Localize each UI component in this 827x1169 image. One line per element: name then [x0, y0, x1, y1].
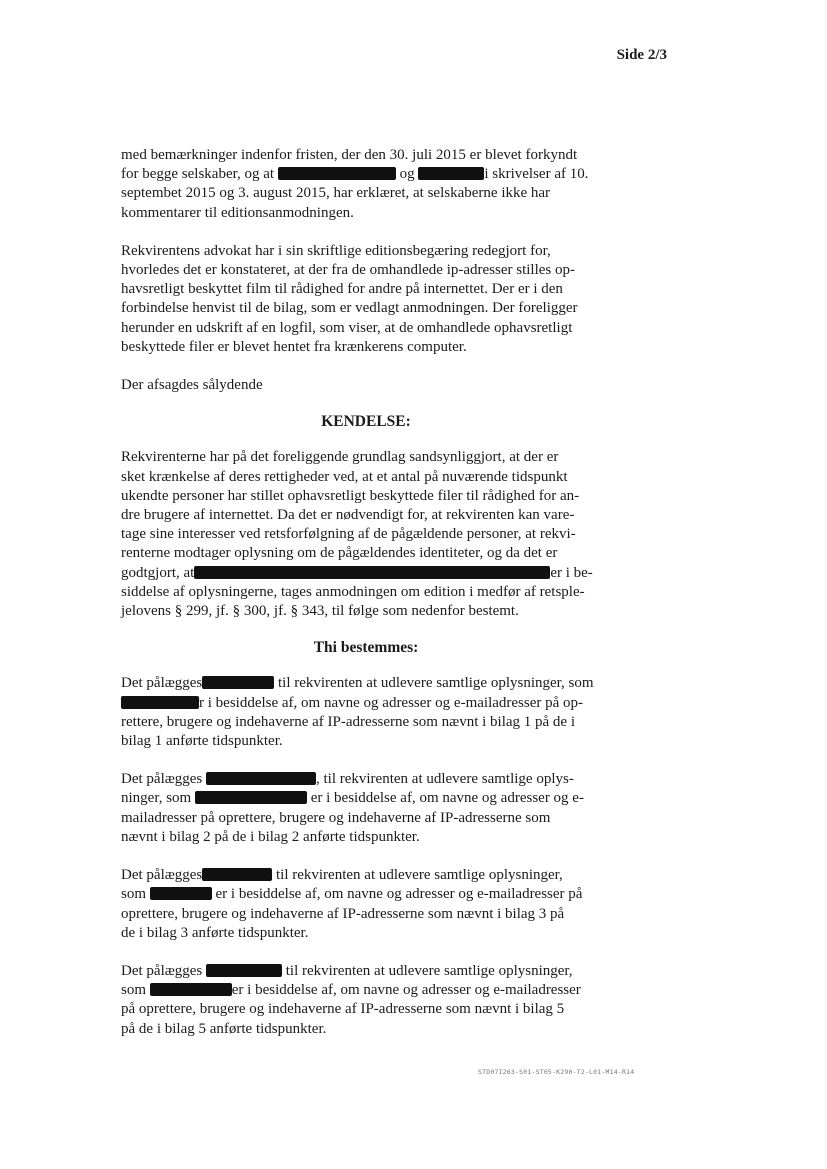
paragraph-3: Der afsagdes sålydende — [121, 377, 263, 394]
paragraph-4 — [121, 448, 611, 621]
redaction-bar — [278, 167, 396, 180]
text-line: jelovens § 299, jf. § 300, jf. § 343, til følge som nedenfor bestemt. — [121, 603, 519, 620]
text-line: forbindelse henvist til de bilag, som er vedlagt anmodningen. Der foreligger — [121, 300, 578, 317]
text-line: kommentarer til editionsanmodningen. — [121, 204, 354, 221]
document-code: STD07I263-S01-ST05-K290-T2-L01-M14-R14 — [478, 1068, 635, 1076]
text-span: Det pålægges — [121, 867, 203, 884]
text-span: som — [121, 886, 147, 903]
document-body — [121, 146, 611, 1039]
text-line: ukendte personer har stillet ophavsretligt beskyttede filer til rådighed for an- — [121, 487, 580, 504]
redaction-bar — [202, 868, 272, 881]
redaction-bar — [150, 983, 232, 996]
text-span: til rekvirenten at udlevere samtlige oplysninger, — [285, 962, 573, 979]
text-line — [121, 981, 611, 1000]
heading-thi-bestemmes: Thi bestemmes: — [313, 639, 419, 657]
paragraph-6 — [121, 770, 611, 847]
text-span: er i be- — [550, 564, 593, 581]
text-line — [121, 564, 611, 583]
text-span: og — [399, 166, 415, 183]
text-line: renterne modtager oplysning om de pågældendes identiteter, og da det er — [121, 545, 558, 562]
text-span: Det pålægges — [121, 962, 203, 979]
text-line: Rekvirentens advokat har i sin skriftlige editionsbegæring redegjort for, — [121, 242, 551, 259]
paragraph-5 — [121, 674, 611, 751]
text-span: for begge selskaber, og at — [121, 166, 275, 183]
redaction-bar — [121, 696, 199, 709]
text-span: til rekvirenten at udlevere samtlige oplysninger, — [275, 867, 563, 884]
text-line: Rekvirenterne har på det foreliggende grundlag sandsynliggjort, at der er — [121, 449, 559, 466]
text-line — [121, 770, 611, 789]
text-line: dre brugere af internettet. Da det er nødvendigt for, at rekvirenten kan vare- — [121, 507, 575, 524]
text-span: ninger, som — [121, 790, 192, 807]
paragraph-2 — [121, 242, 611, 357]
text-line: septembet 2015 og 3. august 2015, har erklæret, at selskaberne ikke har — [121, 185, 551, 202]
text-span: som — [121, 982, 147, 999]
text-line: bilag 1 anførte tidspunkter. — [121, 733, 283, 750]
redaction-bar — [150, 887, 212, 900]
heading-kendelse: KENDELSE: — [321, 413, 411, 431]
text-line: sket krænkelse af deres rettigheder ved, at et antal på nuværende tidspunkt — [121, 468, 568, 485]
page-number: Side 2/3 — [616, 47, 667, 63]
text-line: de i bilag 3 anførte tidspunkter. — [121, 924, 309, 941]
text-line: oprettere, brugere og indehaverne af IP-adresserne som nævnt i bilag 3 på — [121, 905, 565, 922]
text-span: er i besiddelse af, om navne og adresser og e- — [310, 790, 584, 807]
paragraph-7 — [121, 866, 611, 943]
text-line — [121, 962, 611, 981]
redaction-bar — [206, 772, 316, 785]
text-span: er i besiddelse af, om navne og adresser og e-mailadresser på — [215, 886, 583, 903]
text-line: hvorledes det er konstateret, at der fra de omhandlede ip-adresser stilles op- — [121, 262, 575, 279]
redaction-bar — [202, 676, 274, 689]
text-span: godtgjort, at — [121, 564, 195, 581]
text-line — [121, 165, 611, 184]
text-line — [121, 866, 611, 885]
text-span: r i besiddelse af, om navne og adresser og e-mailadresser på op- — [199, 694, 584, 711]
text-line: tage sine interesser ved retsforfølgning af de pågældende personer, at rekvi- — [121, 526, 576, 543]
text-line: nævnt i bilag 2 på de i bilag 2 anførte tidspunkter. — [121, 828, 420, 845]
text-line — [121, 674, 611, 693]
text-line — [121, 789, 611, 808]
paragraph-1 — [121, 146, 611, 223]
redaction-bar — [206, 964, 282, 977]
text-line: herunder en udskrift af en logfil, som viser, at de omhandlede ophavsretligt — [121, 319, 573, 336]
text-span: , til rekvirenten at udlevere samtlige oplys- — [315, 771, 574, 788]
text-line: siddelse af oplysningerne, tages anmodningen om edition i medfør af retsple- — [121, 583, 585, 600]
text-line: havsretligt beskyttet film til rådighed for andre på internettet. Der er i den — [121, 281, 563, 298]
text-span: Det pålægges — [121, 675, 203, 692]
text-span: til rekvirenten at udlevere samtlige oplysninger, som — [277, 675, 594, 692]
text-span: er i besiddelse af, om navne og adresser og e-mailadresser — [231, 982, 581, 999]
text-line — [121, 694, 611, 713]
text-line: med bemærkninger indenfor fristen, der den 30. juli 2015 er blevet forkyndt — [121, 147, 578, 163]
paragraph-8 — [121, 962, 611, 1039]
redaction-bar — [194, 566, 550, 579]
redaction-bar — [195, 791, 307, 804]
text-line: på de i bilag 5 anførte tidspunkter. — [121, 1020, 327, 1037]
text-line: rettere, brugere og indehaverne af IP-adresserne som nævnt i bilag 1 på de i — [121, 713, 575, 730]
text-line — [121, 885, 611, 904]
redaction-bar — [418, 167, 484, 180]
text-line: beskyttede filer er blevet hentet fra krænkerens computer. — [121, 338, 467, 355]
text-span: i skrivelser af 10. — [484, 166, 589, 183]
text-line: mailadresser på oprettere, brugere og indehaverne af IP-adresserne som — [121, 809, 551, 826]
text-line: på oprettere, brugere og indehaverne af IP-adresserne som nævnt i bilag 5 — [121, 1001, 565, 1018]
text-span: Det pålægges — [121, 771, 203, 788]
